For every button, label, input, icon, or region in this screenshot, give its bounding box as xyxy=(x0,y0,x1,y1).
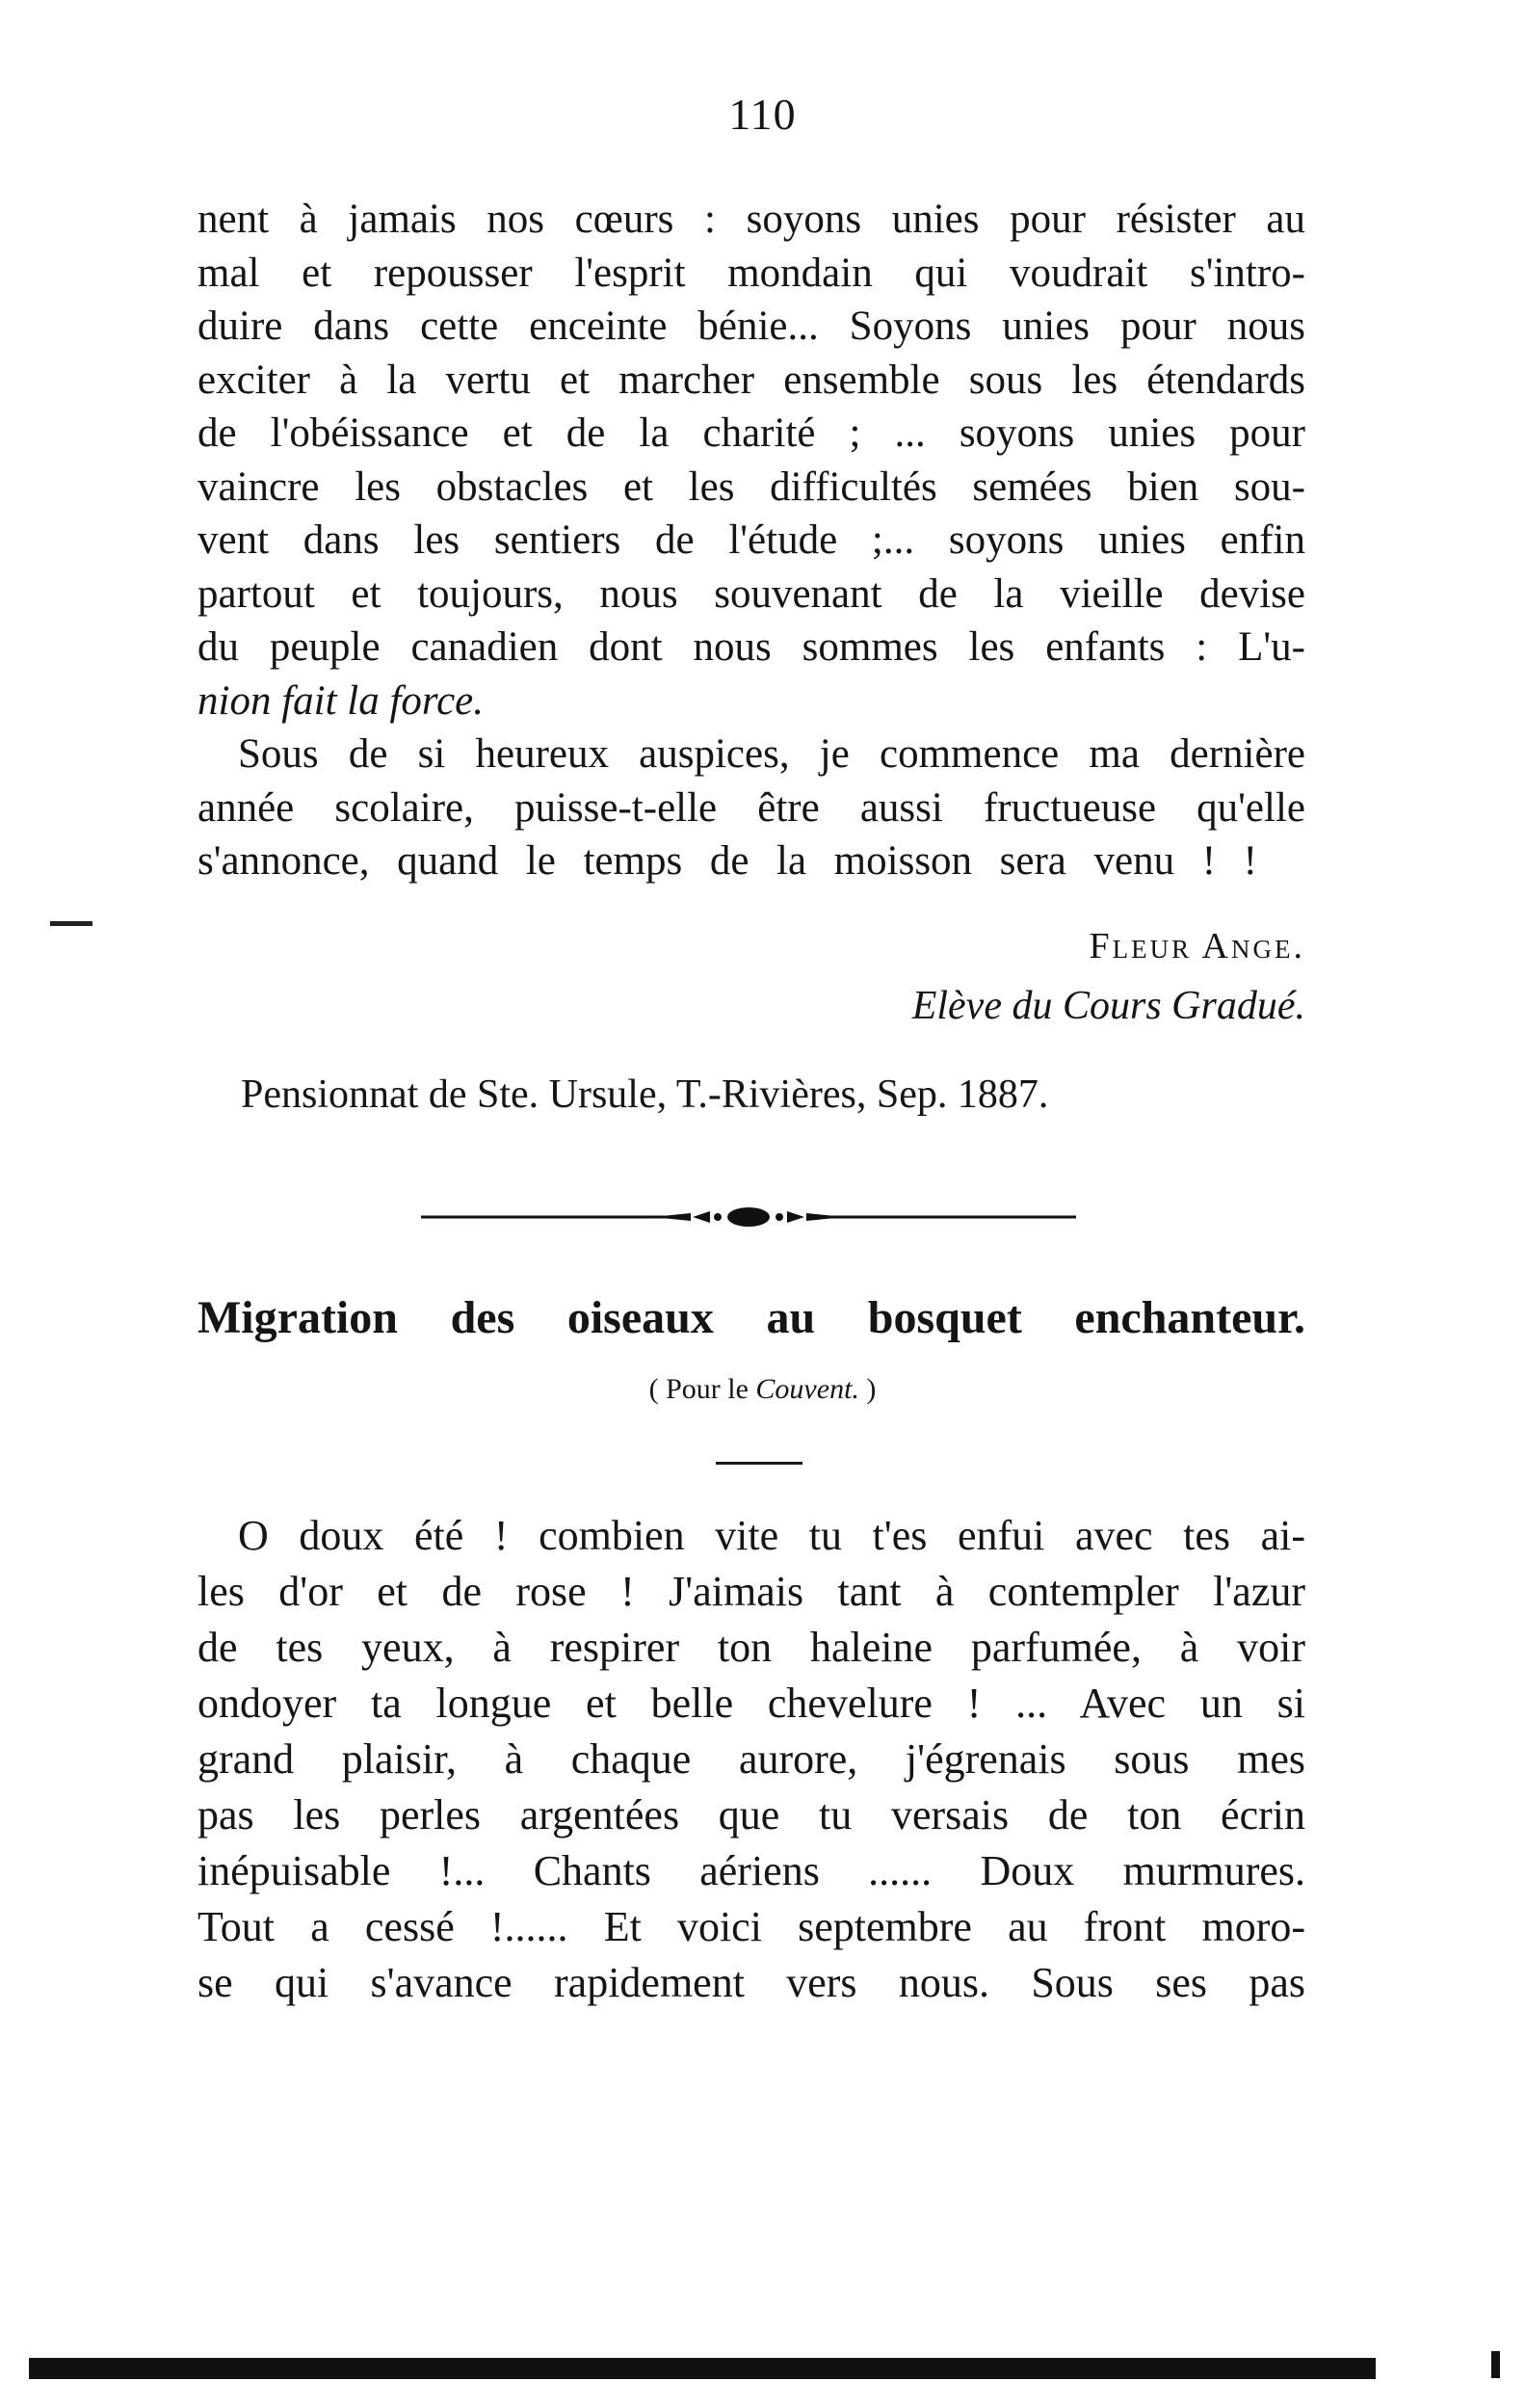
text-line: nent à jamais nos cœurs : soyons unies pour résister au xyxy=(197,197,1305,242)
text-line: partout et toujours, nous souvenant de la vieille devise xyxy=(197,570,1305,617)
text-line: Sous de si heureux auspices, je commence ma dernière xyxy=(238,731,1305,777)
paragraph-continued xyxy=(197,193,1305,888)
scan-edge-mark xyxy=(1491,2351,1500,2378)
ornament-divider xyxy=(421,1203,1076,1231)
text-line: se qui s'avance rapidement vers nous. Sous ses pas xyxy=(197,1959,1305,2006)
text-line: vent dans les sentiers de l'étude ;... soyons unies enfin xyxy=(197,517,1305,563)
signature-name: Fleur Ange. xyxy=(1089,926,1305,966)
article-subtitle xyxy=(0,1373,1525,1406)
text-line-motto: nion fait la force. xyxy=(197,677,484,724)
text-line: grand plaisir, à chaque aurore, j'égrenais sous mes xyxy=(197,1735,1305,1783)
text-line: de l'obéissance et de la charité ; ... soyons unies pour xyxy=(197,410,1305,456)
article-body xyxy=(197,1508,1305,2011)
subtitle-italic: Couvent. xyxy=(755,1373,859,1405)
scan-edge-bar xyxy=(29,2358,1376,2379)
article-title: Migration des oiseaux au bosquet enchanteur. xyxy=(197,1292,1305,1343)
text-line: s'annonce, quand le temps de la moisson sera venu ! ! xyxy=(197,838,1257,884)
text-line: exciter à la vertu et marcher ensemble sous les étendards xyxy=(197,357,1305,403)
text-line: année scolaire, puisse-t-elle être aussi fructueuse qu'elle xyxy=(197,784,1305,831)
text-line: mal et repousser l'esprit mondain qui voudrait s'intro- xyxy=(197,250,1305,296)
text-line: Tout a cessé !...... Et voici septembre au front moro- xyxy=(197,1903,1305,1950)
text-line: inépuisable !... Chants aériens ...... Doux murmures. xyxy=(197,1847,1305,1894)
subtitle-suffix: ) xyxy=(866,1373,877,1405)
text-line: ondoyer ta longue et belle chevelure ! ... Avec un si xyxy=(197,1680,1305,1727)
margin-mark xyxy=(50,921,92,926)
text-line: O doux été ! combien vite tu t'es enfui avec tes ai- xyxy=(238,1512,1305,1559)
text-line: de tes yeux, à respirer ton haleine parfumée, à voir xyxy=(197,1624,1305,1671)
text-line: vaincre les obstacles et les difficultés semées bien sou- xyxy=(197,463,1305,510)
signature-role: Elève du Cours Gradué. xyxy=(911,984,1305,1028)
short-rule-divider xyxy=(716,1462,802,1465)
dateline: Pensionnat de Ste. Ursule, T.-Rivières, Sep. 1887. xyxy=(241,1072,1049,1117)
text-line: du peuple canadien dont nous sommes les enfants : L'u- xyxy=(197,624,1305,670)
text-line: duire dans cette enceinte bénie... Soyons unies pour nous xyxy=(197,304,1305,349)
text-line: pas les perles argentées que tu versais de ton écrin xyxy=(197,1791,1305,1839)
page-number: 110 xyxy=(728,90,797,139)
subtitle-prefix: ( Pour le xyxy=(648,1373,749,1405)
text-line: les d'or et de rose ! J'aimais tant à contempler l'azur xyxy=(197,1568,1305,1615)
